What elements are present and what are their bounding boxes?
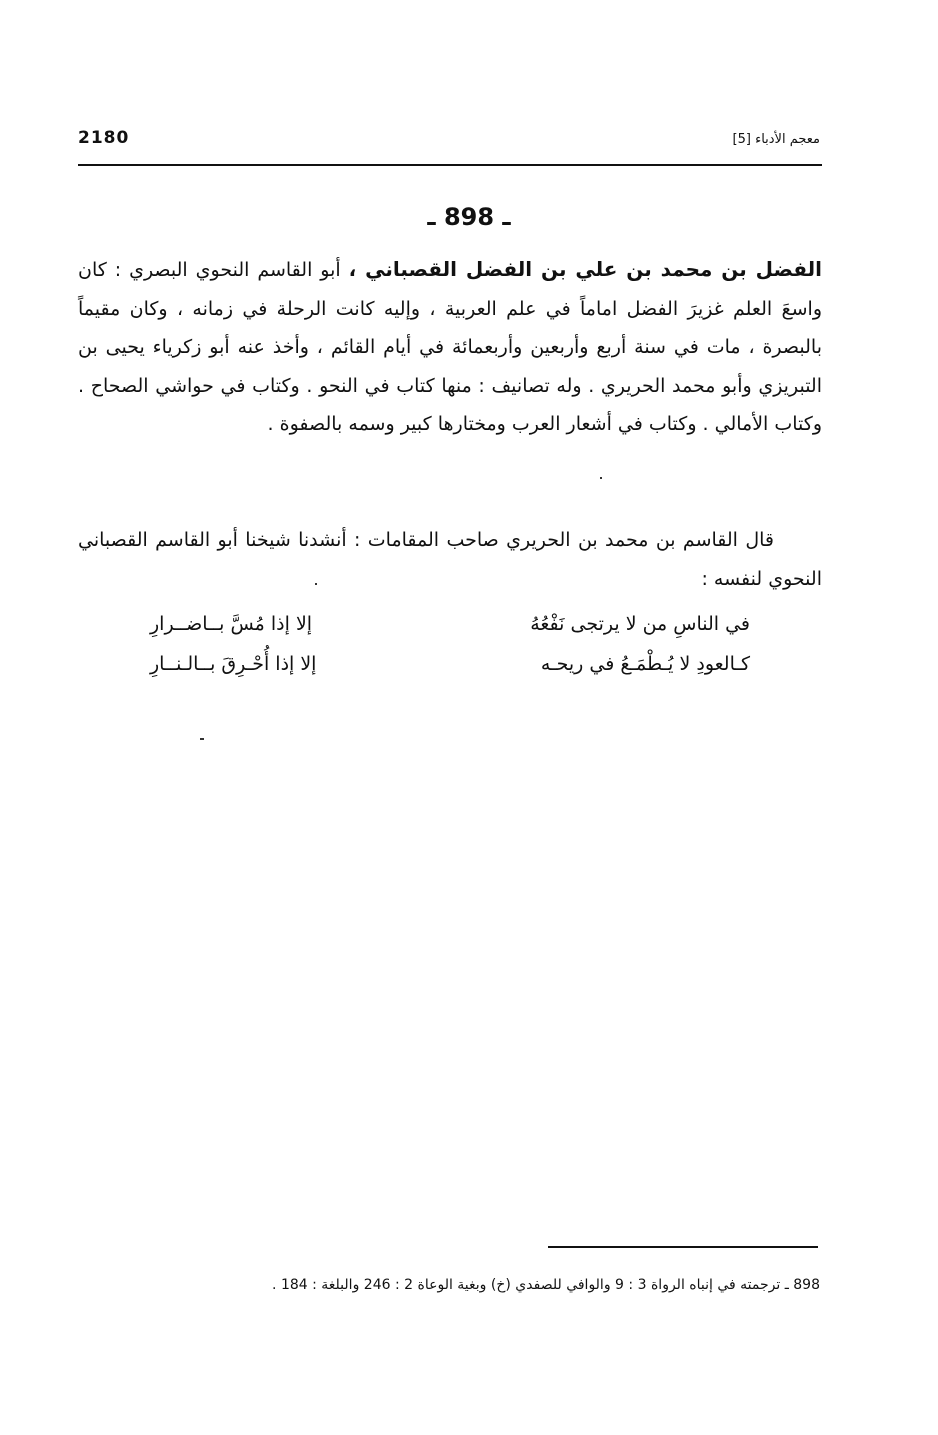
poem-verse [150, 613, 750, 653]
verse-second-hemistich: إلا إذا أُحْـرِقَ بــالـنــارِ [150, 653, 317, 675]
scan-speck [600, 477, 602, 479]
poem-verse [150, 653, 750, 693]
entry-number: ـ 898 ـ [427, 203, 511, 231]
verse-first-hemistich: كـالعودِ لا يُـطْمَـعُ في ريحـه [540, 653, 750, 675]
verse-first-hemistich: في الناسِ من لا يرتجى نَفْعُهُ [530, 613, 750, 635]
entry-body-text: أبو القاسم النحوي البصري : كان واسعَ العلم غزيرَ الفضل اماماً في علم العربية ، وإليه كانت الرحلة في زمانه ، وكان مقيماً بالبصرة ، مات في سنة أربع وأربعين وأربعمائة في أيام القائم ، وأخذ عنه أبو زكرياء يحيى بن التبريزي وأبو محمد الحريري . وله تصانيف : منها كتاب في النحو . وكتاب في حواشي الصحاح . وكتاب الأمالي . وكتاب في أشعار العرب ومختارها كبير وسمه بالصفوة . [78, 259, 822, 435]
scan-speck [200, 738, 204, 740]
quote-intro: قال القاسم بن محمد بن الحريري صاحب المقامات : أنشدنا شيخنا أبو القاسم القصباني النحوي لنفسه : [78, 529, 822, 590]
scan-speck [315, 583, 317, 585]
footnote-rule [548, 1246, 818, 1248]
header-rule [78, 164, 822, 166]
entry-lead-name: الفضل بن محمد بن علي بن الفضل القصباني ، [348, 257, 822, 281]
page-header [78, 128, 820, 158]
verse-second-hemistich: إلا إذا مُسَّ بــاضــرارِ [150, 613, 313, 635]
page-number: 2180 [78, 128, 130, 148]
footnote: 898 ـ ترجمته في إنباه الرواة 3 : 9 والوافي للصفدي (خ) وبغية الوعاة 2 : 246 والبلغة : 184 . [272, 1277, 820, 1293]
running-title: معجم الأدباء [5] [732, 132, 820, 147]
entry-body [78, 250, 822, 444]
poem [150, 613, 750, 693]
